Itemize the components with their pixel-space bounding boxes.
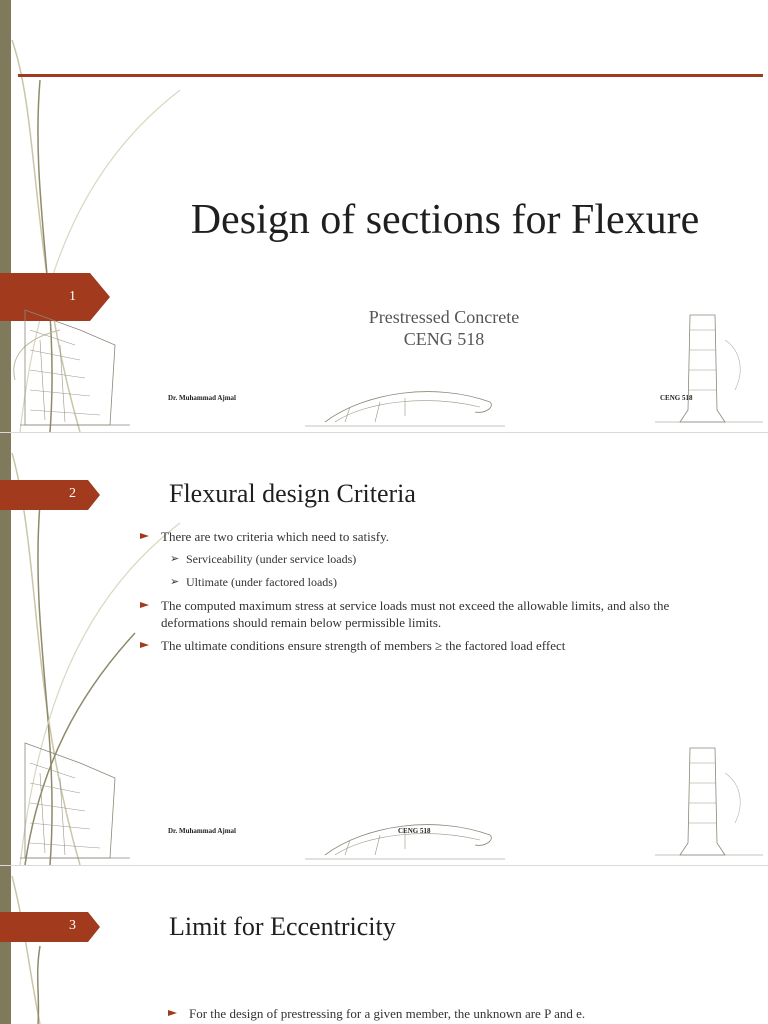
subtitle-line-1: Prestressed Concrete <box>368 307 520 327</box>
footer-author: Dr. Muhammad Ajmal <box>168 827 236 835</box>
footer-course: CENG 518 <box>398 827 431 835</box>
slide-title: Limit for Eccentricity <box>169 912 396 941</box>
bullet-item: The computed maximum stress at service loads must not exceed the allowable limits, and also the deformations should remain below permissible limits. <box>140 597 720 631</box>
bridge-sketch <box>305 382 510 432</box>
slide-number-badge <box>0 480 100 510</box>
building-sketch-left <box>20 300 135 430</box>
page-title: Design of sections for Flexure <box>190 197 700 243</box>
bullet-list <box>168 1005 748 1024</box>
slide-2 <box>0 433 768 865</box>
decorative-curves <box>0 866 200 1024</box>
footer-author: Dr. Muhammad Ajmal <box>168 394 236 402</box>
sub-bullet-item: ➢ Serviceability (under service loads) <box>140 551 720 568</box>
subtitle <box>300 306 588 350</box>
footer-course: CENG 518 <box>660 394 693 402</box>
sub-bullet-item: ➢ Ultimate (under factored loads) <box>140 574 720 591</box>
bullet-item: The ultimate conditions ensure strength of members ≥ the factored load effect <box>140 637 720 654</box>
bullet-list <box>140 528 720 660</box>
subtitle-line-2: CENG 518 <box>403 329 485 349</box>
bullet-item: There are two criteria which need to satisfy. <box>140 528 720 545</box>
slide-number: 1 <box>69 289 76 304</box>
slide-number: 3 <box>69 918 76 933</box>
top-rule <box>18 74 763 77</box>
slide-number: 2 <box>69 486 76 501</box>
slide-3 <box>0 866 768 1024</box>
bridge-sketch <box>305 815 510 865</box>
tower-sketch <box>655 743 765 861</box>
slide-number-badge <box>0 912 100 942</box>
bullet-item: For the design of prestressing for a given member, the unknown are P and e. <box>168 1005 748 1022</box>
tower-sketch <box>655 310 765 428</box>
slide-1 <box>0 0 768 432</box>
slide-title: Flexural design Criteria <box>169 479 416 508</box>
building-sketch-left <box>20 733 135 863</box>
